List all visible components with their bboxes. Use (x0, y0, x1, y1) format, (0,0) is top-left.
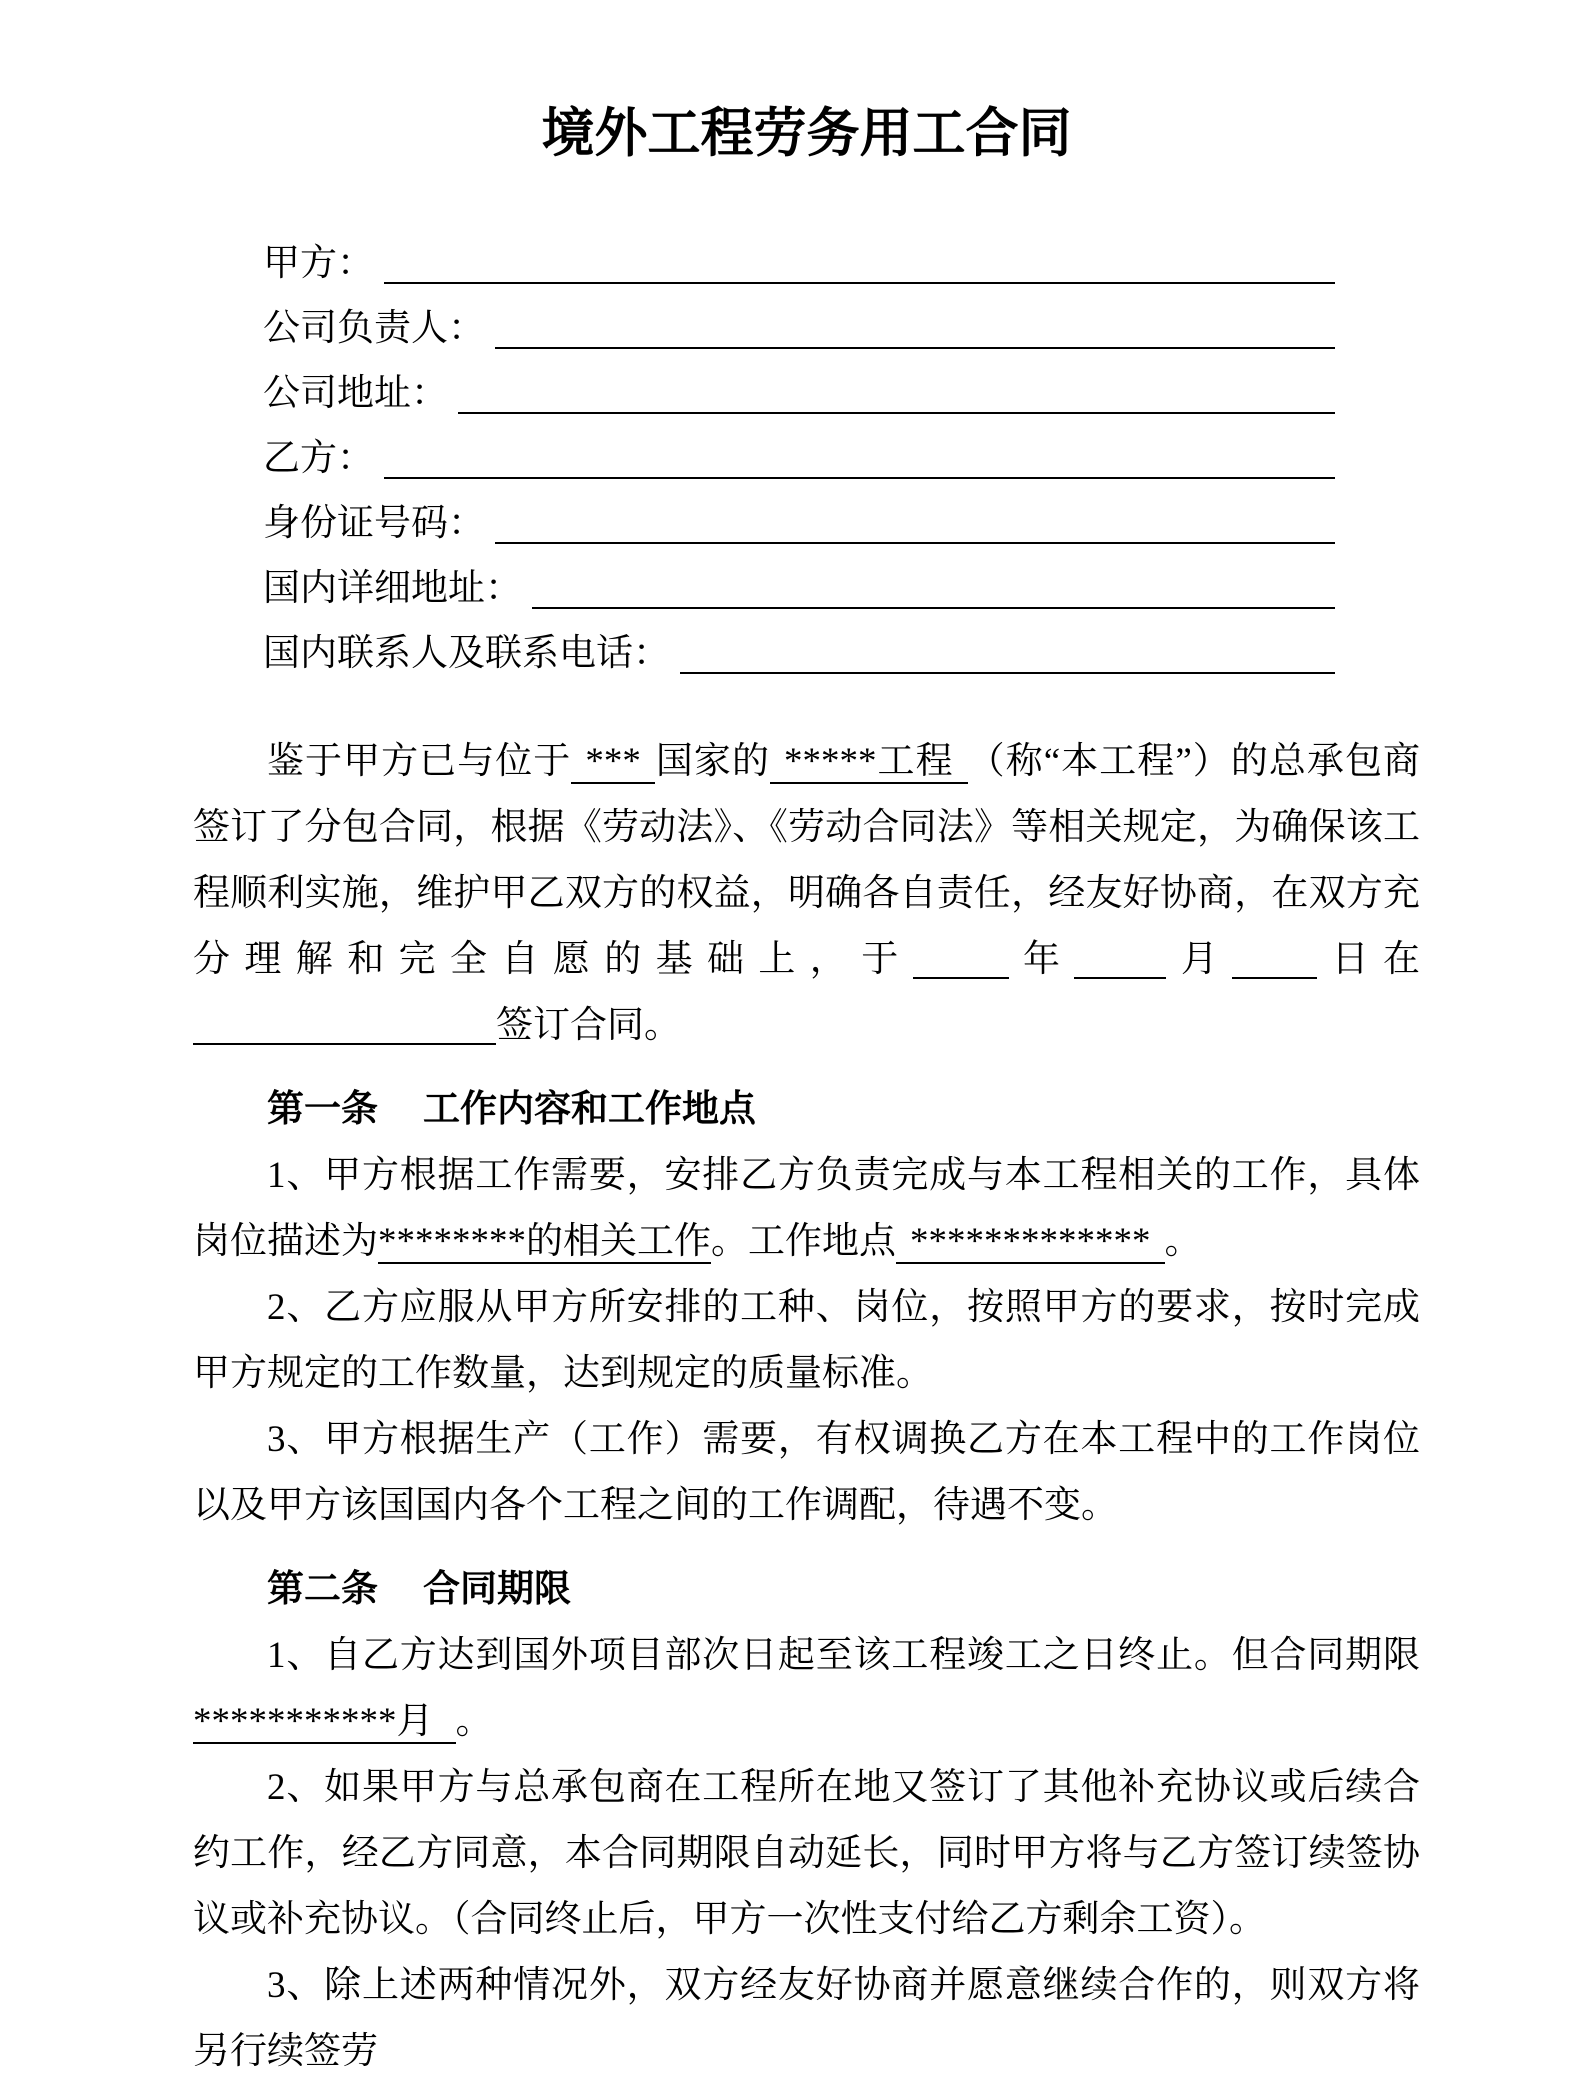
blank-underline (384, 477, 1335, 479)
intro-text: 鉴于甲方已与位于 (267, 741, 572, 782)
blank-underline (458, 412, 1335, 414)
field-label-company-manager: 公司负责人： (263, 308, 485, 349)
item-text: 。 (1164, 1221, 1202, 1262)
article2-heading (193, 1557, 1420, 1623)
intro-text: 签订合同。 (496, 1005, 681, 1046)
article2-item1 (193, 1623, 1420, 1755)
field-row-domestic-contact (263, 620, 1335, 685)
contract-months-fill-in: ***********月 (193, 1701, 456, 1744)
article2-item3: 3、除上述两种情况外，双方经友好协商并愿意继续合作的，则双方将另行续签劳 (193, 1965, 1420, 2072)
intro-text: 月 (1166, 939, 1233, 980)
item-text: 。工作地点 (711, 1221, 896, 1262)
intro-text: 日在 (1317, 939, 1421, 980)
field-label-domestic-contact: 国内联系人及联系电话： (263, 633, 670, 674)
article2-number: 第二条 (267, 1569, 378, 1610)
work-location-fill-in: ************* (896, 1221, 1165, 1264)
field-row-company-manager (263, 295, 1335, 360)
field-row-domestic-address (263, 555, 1335, 620)
day-blank (1232, 940, 1317, 979)
job-description-fill-in: ********的相关工作 (378, 1221, 711, 1262)
intro-text: （称“本工程”）的总承包商签订了分包合同，根据《劳动法》、《劳动合同法》等相关规定，为确保该工程顺利实施，维护甲乙双方的权益，明确各自责任，经友好协商，在双方充分理解和完全自愿的基础上，于 (193, 741, 1421, 980)
field-row-company-address (263, 360, 1335, 425)
item-text: 1、自乙方达到国外项目部次日起至该工程竣工之日终止。但合同期限 (267, 1635, 1420, 1676)
country-fill-in: *** (571, 741, 655, 784)
field-label-domestic-address: 国内详细地址： (263, 568, 522, 609)
blank-underline (495, 542, 1335, 544)
blank-underline (680, 672, 1335, 674)
party-info-fields (193, 230, 1420, 685)
field-label-id-number: 身份证号码： (263, 503, 485, 544)
item-text: 。 (455, 1701, 493, 1742)
field-row-id-number (263, 490, 1335, 555)
blank-underline (384, 282, 1335, 284)
month-blank (1074, 940, 1166, 979)
article1-number: 第一条 (267, 1089, 378, 1130)
item-text: 1、甲方根据工作需要，安排乙方负责完成与本工程相关的工作，具体岗位描述为 (193, 1155, 1420, 1262)
field-row-party-b (263, 425, 1335, 490)
article1-item2: 2、乙方应服从甲方所安排的工种、岗位，按照甲方的要求，按时完成甲方规定的工作数量，达到规定的质量标准。 (193, 1287, 1420, 1394)
field-label-company-address: 公司地址： (263, 373, 448, 414)
document-title: 境外工程劳务用工合同 (541, 105, 1072, 163)
place-blank (193, 1006, 496, 1045)
project-fill-in: *****工程 (770, 741, 968, 784)
article1-heading (193, 1077, 1420, 1143)
article1-item3: 3、甲方根据生产（工作）需要，有权调换乙方在本工程中的工作岗位以及甲方该国国内各个工程之间的工作调配，待遇不变。 (193, 1419, 1420, 1526)
intro-paragraph (193, 729, 1420, 1059)
article2-title: 合同期限 (423, 1569, 571, 1610)
article1-title: 工作内容和工作地点 (423, 1089, 756, 1130)
article2-item2: 2、如果甲方与总承包商在工程所在地又签订了其他补充协议或后续合约工作，经乙方同意，本合同期限自动延长，同时甲方将与乙方签订续签协议或补充协议。（合同终止后，甲方一次性支付给乙方剩余工资）。 (193, 1767, 1420, 1940)
year-blank (913, 940, 1009, 979)
field-label-party-b: 乙方： (263, 438, 374, 479)
intro-text: 国家的 (654, 741, 771, 782)
field-label-party-a: 甲方： (263, 243, 374, 284)
article1-item1 (193, 1143, 1420, 1275)
blank-underline (532, 607, 1335, 609)
intro-text: 年 (1008, 939, 1075, 980)
field-row-party-a (263, 230, 1335, 295)
blank-underline (495, 347, 1335, 349)
